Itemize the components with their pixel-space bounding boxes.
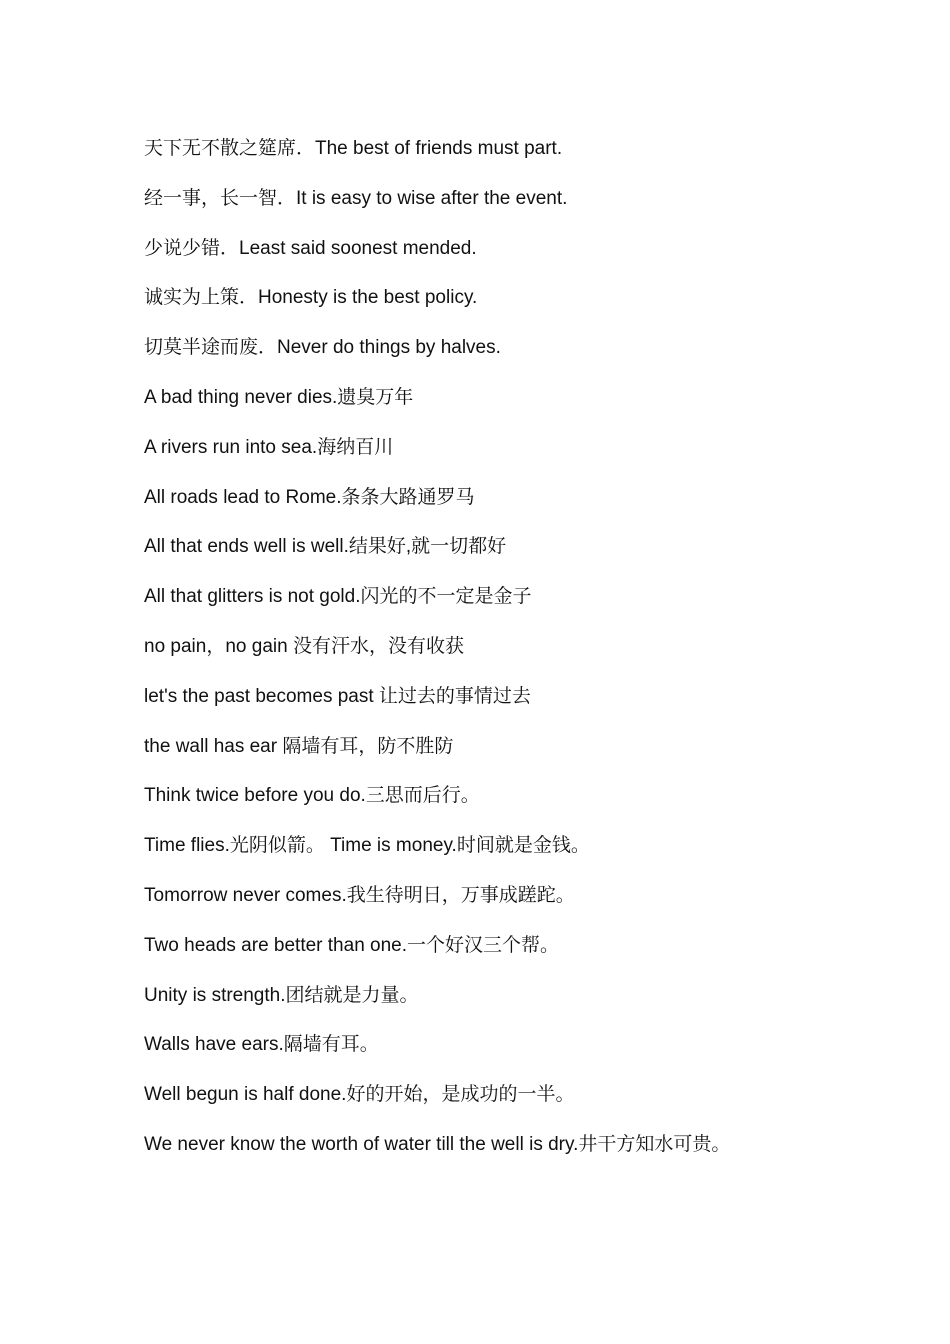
proverb-line: 切莫半途而废．Never do things by halves. bbox=[144, 337, 501, 359]
proverb-line: Unity is strength.团结就是力量。 bbox=[144, 984, 419, 1006]
proverb-line: Two heads are better than one.一个好汉三个帮。 bbox=[144, 934, 560, 956]
proverb-line: 少说少错．Least said soonest mended. bbox=[144, 237, 477, 259]
proverb-line: the wall has ear 隔墙有耳，防不胜防 bbox=[144, 735, 454, 757]
proverb-list bbox=[144, 131, 914, 1177]
proverb-line: A bad thing never dies.遗臭万年 bbox=[144, 386, 414, 408]
proverb-line: We never know the worth of water till the well is dry.井干方知水可贵。 bbox=[144, 1133, 731, 1155]
proverb-line: Walls have ears.隔墙有耳。 bbox=[144, 1034, 379, 1056]
proverb-line: let's the past becomes past 让过去的事情过去 bbox=[144, 685, 531, 707]
proverb-line: Tomorrow never comes.我生待明日，万事成蹉跎。 bbox=[144, 884, 575, 906]
proverb-line: 诚实为上策．Honesty is the best policy. bbox=[144, 287, 478, 309]
proverb-line: no pain，no gain 没有汗水，没有收获 bbox=[144, 635, 464, 657]
proverb-line: All that ends well is well.结果好,就一切都好 bbox=[144, 536, 507, 558]
proverb-line: All that glitters is not gold.闪光的不一定是金子 bbox=[144, 586, 532, 608]
proverb-line: Time flies.光阴似箭。 Time is money.时间就是金钱。 bbox=[144, 835, 590, 857]
proverb-line: Well begun is half done.好的开始，是成功的一半。 bbox=[144, 1084, 575, 1106]
proverb-line: All roads lead to Rome.条条大路通罗马 bbox=[144, 486, 475, 508]
proverb-line: 天下无不散之筵席．The best of friends must part. bbox=[144, 138, 563, 159]
proverb-line: 经一事，长一智．It is easy to wise after the event. bbox=[144, 187, 568, 209]
proverb-line: A rivers run into sea.海纳百川 bbox=[144, 436, 394, 458]
proverb-line: Think twice before you do.三思而后行。 bbox=[144, 785, 480, 807]
